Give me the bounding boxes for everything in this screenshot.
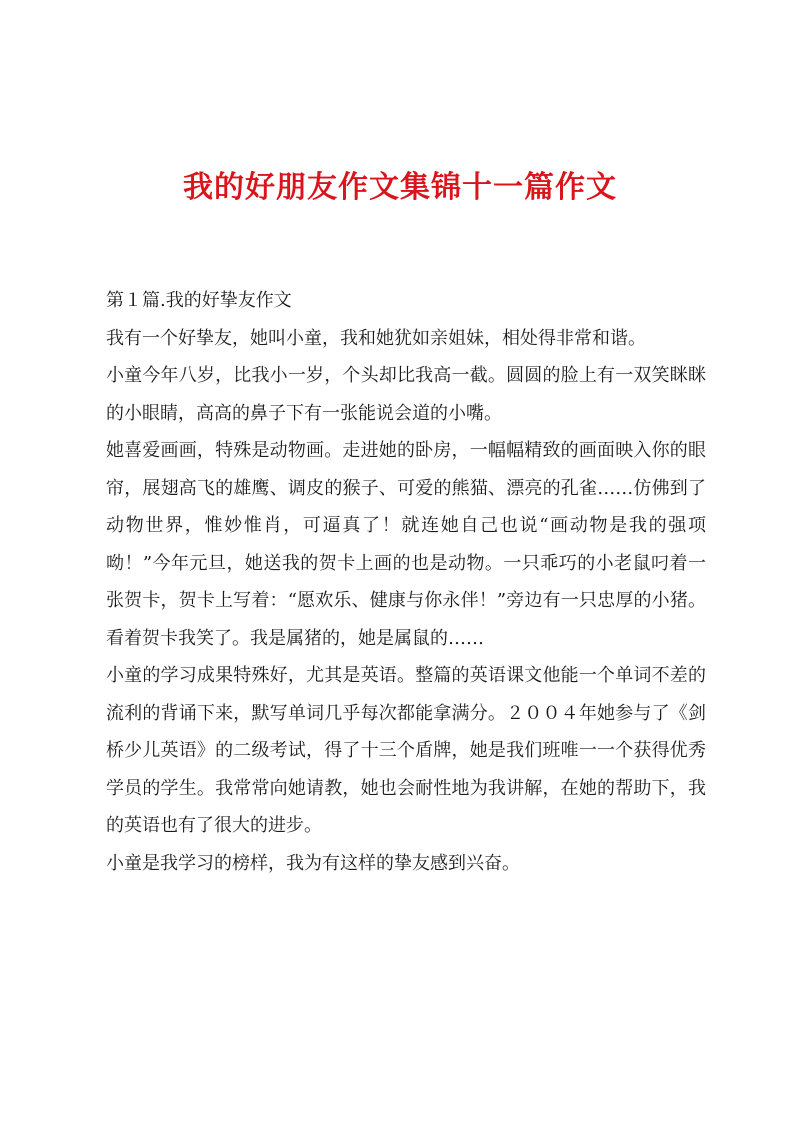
document-body (106, 282, 706, 882)
paragraph-5: 小童是我学习的榜样，我为有这样的挚友感到兴奋。 (106, 852, 520, 874)
paragraph-3: 她喜爱画画，特殊是动物画。走进她的卧房，一幅幅精致的画面映入你的眼帘，展翅高飞的雄鹰、调皮的猴子、可爱的熊猫、漂亮的孔雀……仿佛到了动物世界，惟妙惟肖，可逼真了！就连她自己也说“画动物是我的强项呦！”今年元旦，她送我的贺卡上画的也是动物。一只乖巧的小老鼠叼着一张贺卡，贺卡上写着：“愿欢乐、健康与你永伴！”旁边有一只忠厚的小猪。看着贺卡我笑了。我是属猪的，她是属鼠的…… (106, 440, 706, 649)
section-heading: 第１篇.我的好挚友作文 (106, 290, 292, 311)
paragraph-4: 小童的学习成果特殊好，尤其是英语。整篇的英语课文他能一个单词不差的流利的背诵下来，默写单词几乎每次都能拿满分。２００４年她参与了《剑桥少儿英语》的二级考试，得了十三个盾牌，她是我们班唯一一个获得优秀学员的学生。我常常向她请教，她也会耐性地为我讲解，在她的帮助下，我的英语也有了很大的进步。 (106, 665, 706, 836)
paragraph-1: 我有一个好挚友，她叫小童，我和她犹如亲姐妹，相处得非常和谐。 (106, 327, 646, 349)
document-title: 我的好朋友作文集锦十一篇作文 (183, 170, 617, 205)
paragraph-2: 小童今年八岁，比我小一岁，个头却比我高一截。圆圆的脸上有一双笑眯眯的小眼睛，高高的鼻子下有一张能说会道的小嘴。 (106, 365, 706, 424)
